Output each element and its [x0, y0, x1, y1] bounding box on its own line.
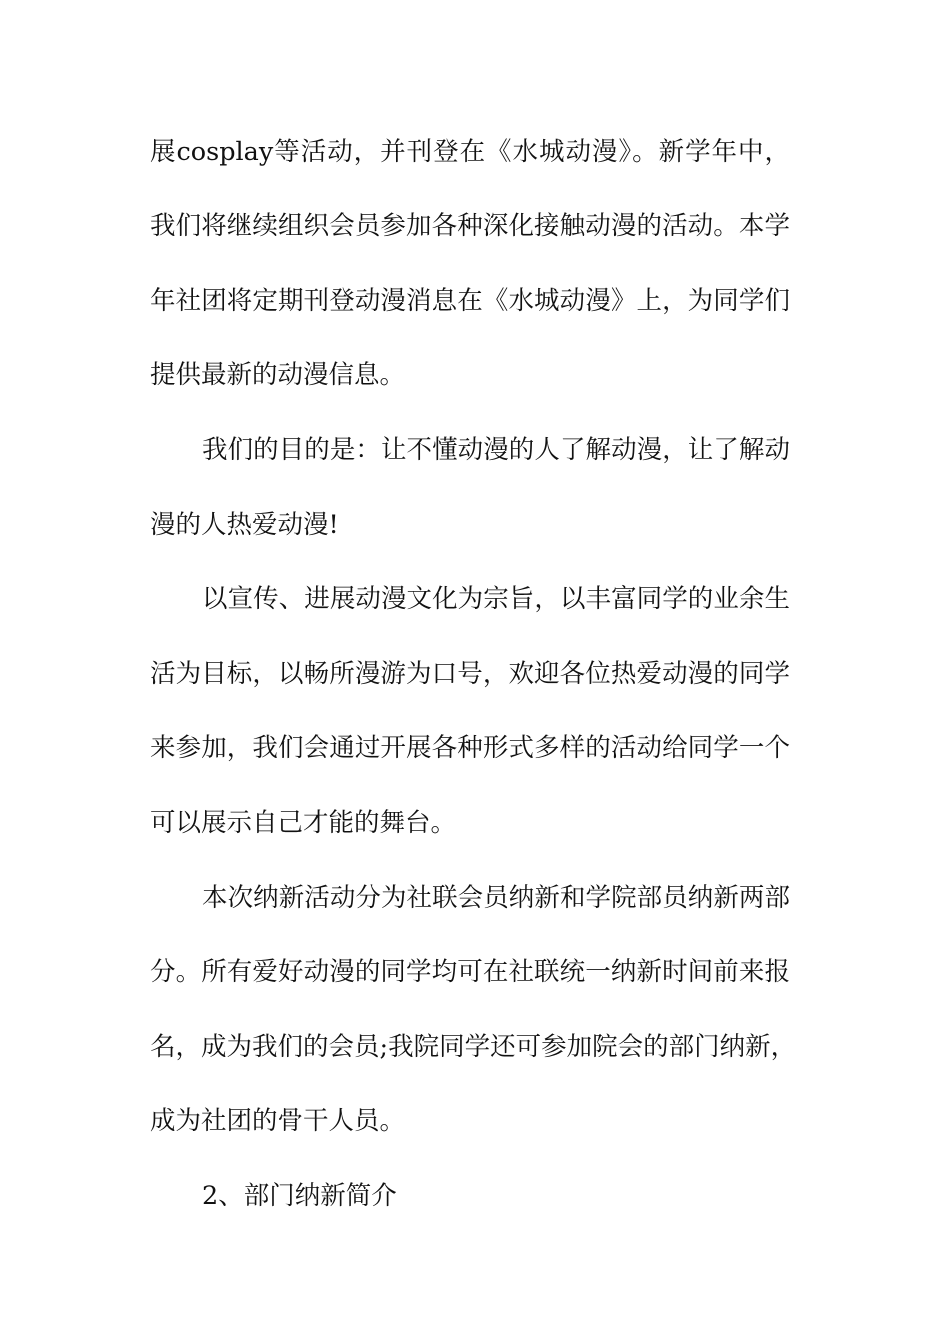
text-line: 提供最新的动漫信息。 [150, 360, 406, 390]
text-line: 年社团将定期刊登动漫消息在《水城动漫》上，为同学们 [150, 286, 790, 316]
text-line: 成为社团的骨干人员。 [150, 1106, 406, 1136]
section-heading: 2、部门纳新简介 [202, 1181, 397, 1211]
text-line: 本次纳新活动分为社联会员纳新和学院部员纳新两部 [202, 883, 790, 913]
text-line: 漫的人热爱动漫! [150, 510, 339, 540]
text-line: 以宣传、进展动漫文化为宗旨，以丰富同学的业余生 [202, 584, 790, 614]
text-line: 展cosplay等活动，并刊登在《水城动漫》。新学年中， [150, 137, 790, 167]
text-line: 我们将继续组织会员参加各种深化接触动漫的活动。本学 [150, 211, 790, 241]
text-line: 可以展示自己才能的舞台。 [150, 808, 457, 838]
text-line: 我们的目的是：让不懂动漫的人了解动漫，让了解动 [202, 435, 790, 465]
text-line: 分。所有爱好动漫的同学均可在社联统一纳新时间前来报 [150, 957, 790, 987]
text-line: 活为目标，以畅所漫游为口号，欢迎各位热爱动漫的同学 [150, 659, 790, 689]
text-line: 名，成为我们的会员;我院同学还可参加院会的部门纳新， [150, 1032, 797, 1062]
text-line: 来参加，我们会通过开展各种形式多样的活动给同学一个 [150, 733, 790, 763]
